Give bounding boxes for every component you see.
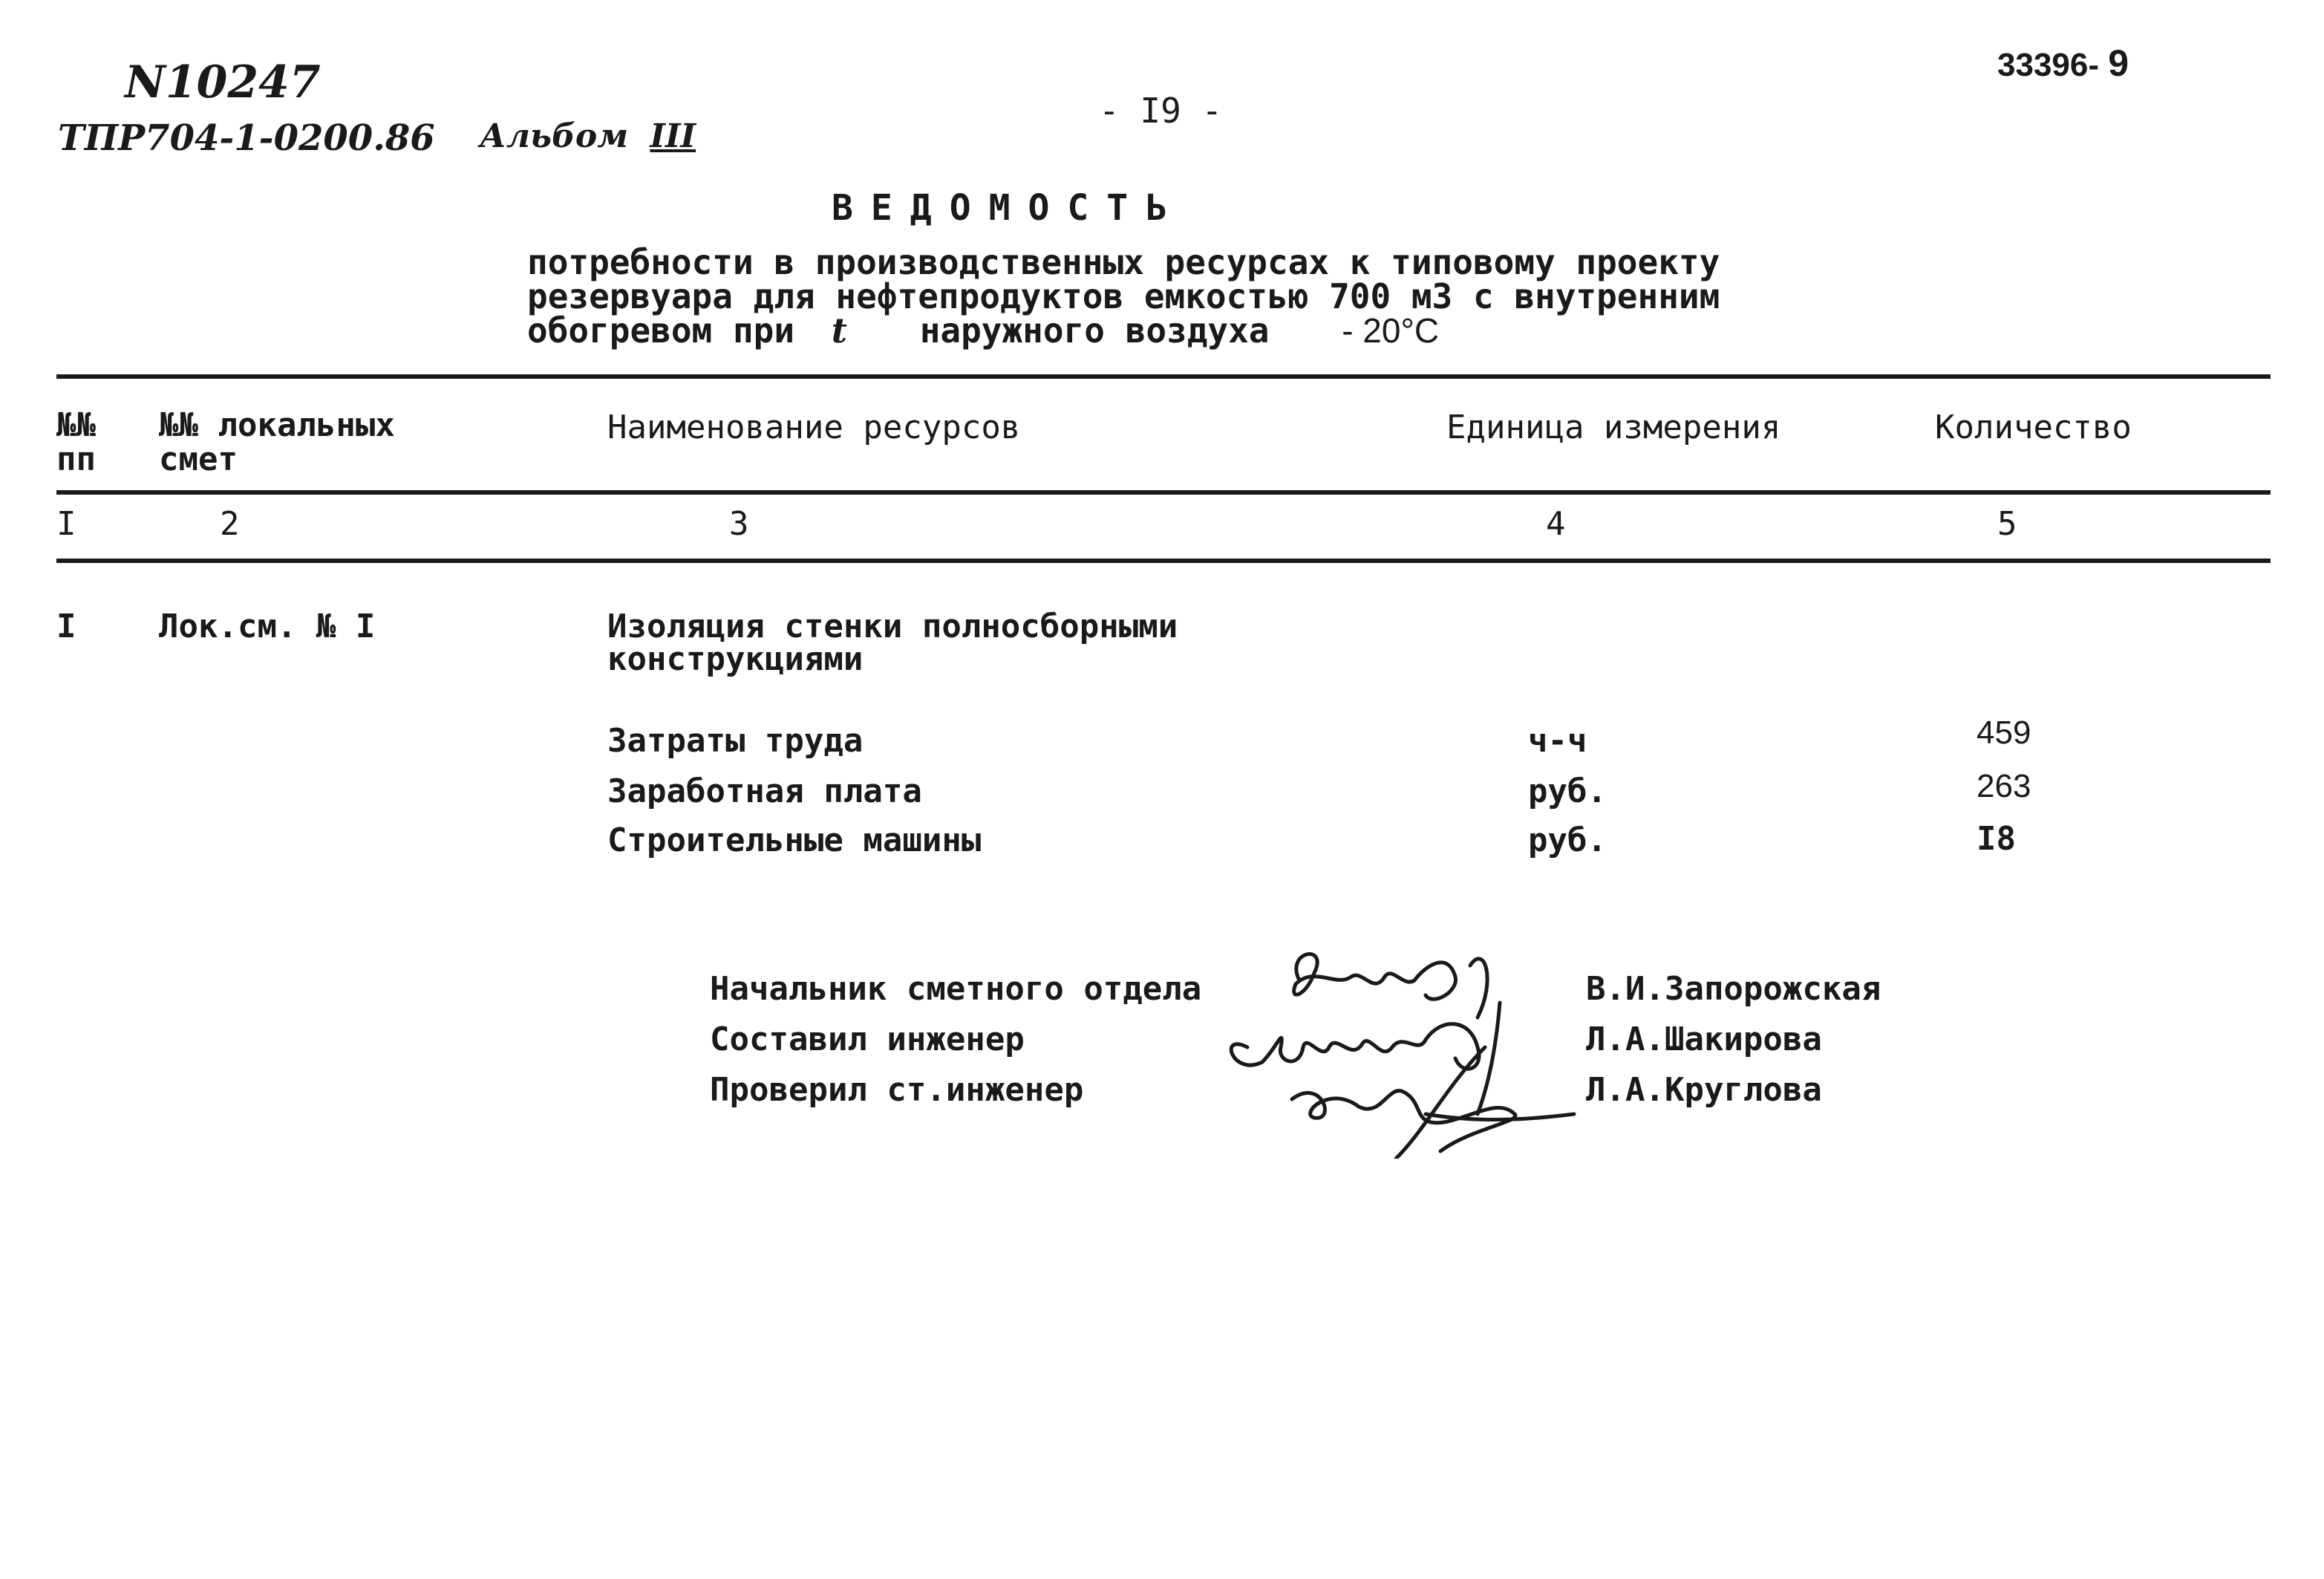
row-2-unit: руб. [1528,772,1607,810]
col-number-3: 3 [729,505,749,543]
album-word: Альбом [480,117,629,155]
col-header-4: Единица измерения [1446,408,1781,446]
handwritten-signatures [1203,936,1589,1159]
signature-3-underline [1426,1114,1574,1120]
col-header-5: Количество [1935,408,2132,446]
handwritten-register-number: N10247 [125,56,321,108]
archive-number-main: 33396- [1997,47,2100,83]
album-number: III [650,117,696,155]
table-top-rule [56,374,2271,379]
column-number-rule [56,559,2271,563]
row-1-unit: ч-ч [1528,722,1587,760]
row-3-unit: руб. [1528,821,1607,859]
signature-name-3: Л.А.Круглова [1586,1071,1822,1109]
signature-2-tail [1478,1003,1500,1114]
signature-3-flourish [1396,1047,1485,1159]
col-number-2: 2 [220,505,240,543]
row-1-name: Затраты труда [607,722,864,760]
document-code: ТПР704-1-0200.86 [58,117,435,159]
signature-role-3: Проверил ст.инженер [710,1071,1084,1109]
title-line-3-start: обогревом при [527,310,795,351]
title-temperature: - 20°C [1342,311,1440,350]
title-line-1: потребности в производственных ресурсах к типовому проекту [527,242,1720,282]
col-header-1 [56,408,96,477]
section-name-line2: конструкциями [607,640,864,678]
header-rule [56,490,2271,495]
signature-role-2: Составил инженер [710,1020,1025,1058]
row-1-qty: 459 [1977,714,2031,751]
col-header-1-line2: пп [56,440,96,478]
archive-number [1997,42,2129,85]
section-estimate: Лок.см. № I [159,608,376,645]
title-line-3-end: наружного воздуха [919,310,1270,351]
row-3-name: Строительные машины [607,821,982,859]
section-number: I [56,608,76,645]
section-name [607,608,1178,678]
col-header-2-line1: №№ локальных [159,406,395,444]
signature-1-stroke [1294,954,1456,1000]
signature-name-1: В.И.Запорожская [1586,970,1881,1008]
row-2-name: Заработная плата [607,772,922,810]
row-2-qty: 263 [1977,768,2031,804]
title-temperature-symbol: t [831,310,847,351]
row-3-qty: I8 [1977,820,2016,858]
col-header-3: Наименование ресурсов [607,408,1021,446]
signature-name-2: Л.А.Шакирова [1586,1020,1822,1058]
col-number-4: 4 [1546,505,1566,543]
album-label [480,117,696,155]
signature-role-1: Начальник сметного отдела [710,970,1202,1008]
col-number-5: 5 [1997,505,2017,543]
page-number: - I9 - [1099,91,1223,131]
signature-1-loop [1470,959,1487,1018]
title-line-3 [527,310,1439,351]
title-line-2: резервуара для нефтепродуктов емкостью 700 м3 с внутренним [527,276,1720,316]
col-number-1: I [56,505,76,543]
document-heading: ВЕДОМОСТЬ [832,187,1186,229]
archive-number-suffix: 9 [2108,42,2129,84]
signature-2-stroke [1231,1024,1479,1070]
col-header-2-line2: смет [159,440,238,478]
col-header-1-line1: №№ [56,406,96,444]
section-name-line1: Изоляция стенки полносборными [607,608,1178,645]
col-header-2 [159,408,395,477]
